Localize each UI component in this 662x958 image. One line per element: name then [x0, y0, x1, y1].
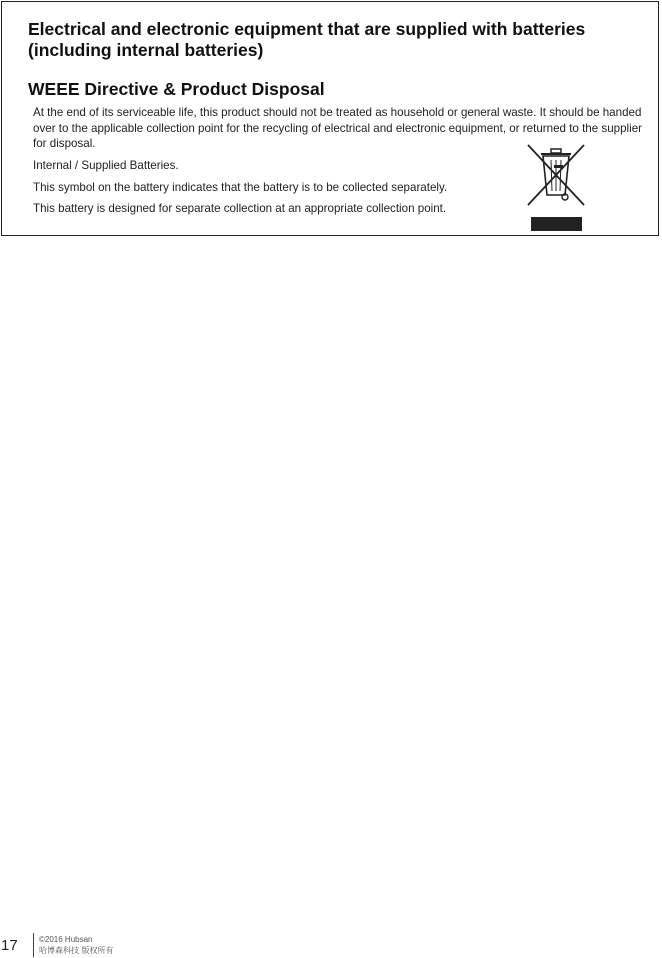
separate-collection-bar	[531, 217, 582, 231]
symbol-paragraph: This symbol on the battery indicates that the battery is to be collected separately.	[33, 181, 448, 194]
copyright-text: ©2016 Hubsan	[39, 935, 93, 944]
notice-subheading: WEEE Directive & Product Disposal	[28, 79, 325, 99]
disposal-paragraph: At the end of its serviceable life, this product should not be treated as household or general waste. It should be handed over to the applicable collection point for the recycling of electrical and electronic equipment, or returned to the supplier for disposal.	[33, 106, 643, 151]
batteries-label: Internal / Supplied Batteries.	[33, 159, 179, 172]
notice-heading: Electrical and electronic equipment that are supplied with batteries (including internal batteries)	[28, 19, 586, 60]
weee-notice-box	[1, 1, 659, 236]
collection-paragraph: This battery is designed for separate collection at an appropriate collection point.	[33, 202, 447, 215]
crossed-out-wheelie-bin-icon	[526, 143, 586, 207]
footer-divider	[33, 933, 34, 957]
page-footer	[0, 928, 200, 958]
page-number: 17	[1, 937, 18, 954]
copyright-text-cn: 哈博森科技 版权所有	[39, 946, 114, 955]
